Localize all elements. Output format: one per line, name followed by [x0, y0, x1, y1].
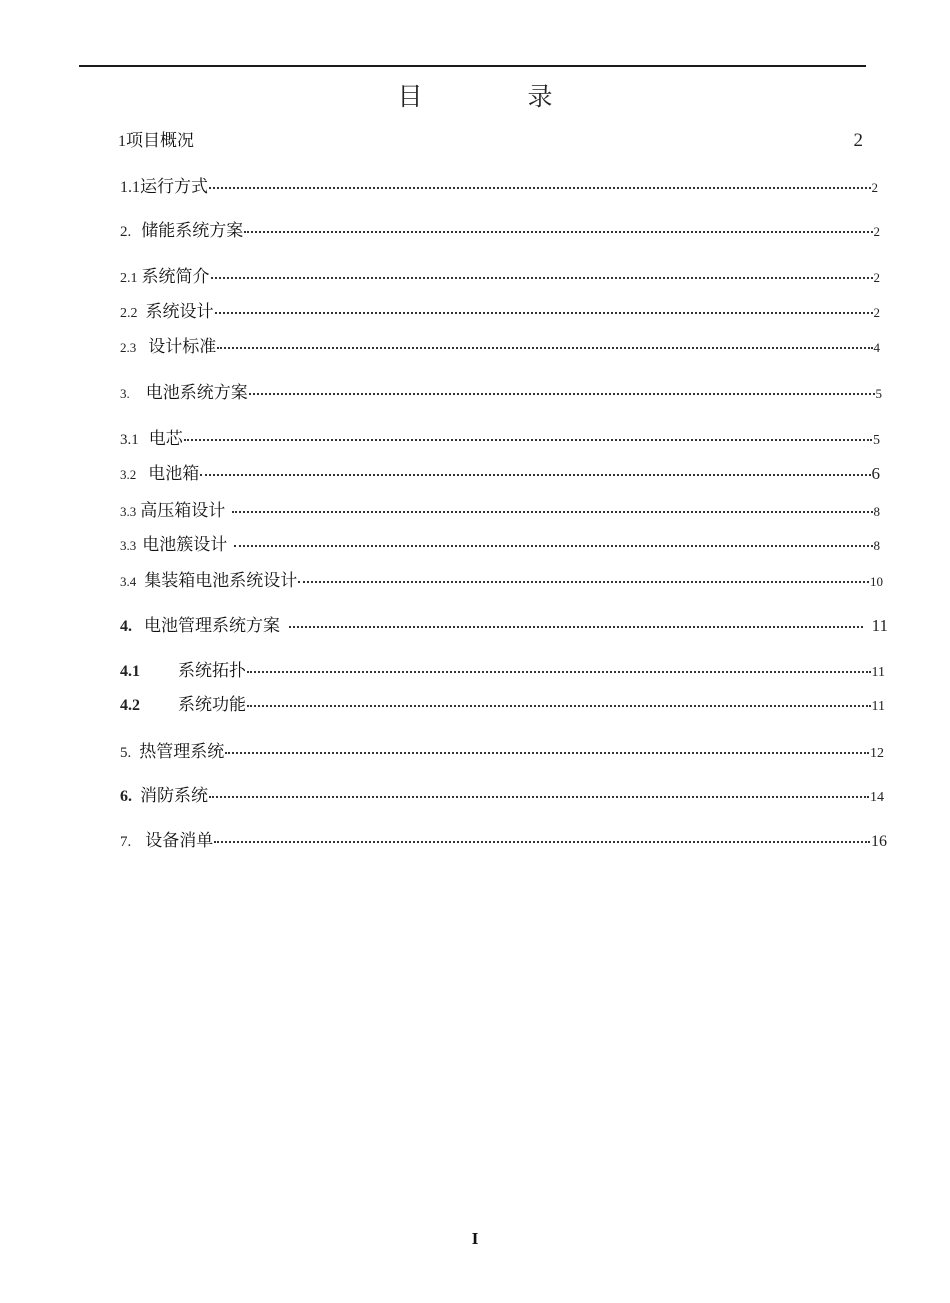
toc-leader: [247, 660, 871, 676]
toc-number: 1: [118, 133, 126, 150]
toc-page-number: 4: [873, 340, 880, 355]
toc-page-number: 16: [871, 833, 887, 850]
toc-leader: [244, 220, 872, 236]
toc-leader: [289, 615, 863, 631]
toc-heading: 项目概况: [126, 131, 194, 151]
toc-leader: [200, 463, 870, 479]
toc-page-number: 5: [873, 433, 880, 448]
toc-heading: 电池系统方案: [145, 383, 248, 403]
toc-heading: 热管理系统: [139, 742, 225, 762]
toc-page-number: 2: [853, 130, 863, 151]
toc-leader: [195, 130, 853, 146]
toc-number: 1.1: [120, 179, 140, 196]
toc-heading: 系统设计: [145, 302, 214, 322]
toc-entry[interactable]: [120, 826, 887, 851]
toc-leader: [211, 266, 873, 282]
toc-leader: [184, 428, 872, 444]
toc-number: 2.: [120, 224, 132, 240]
toc-number: 3.1: [120, 432, 139, 448]
toc-leader: [209, 176, 871, 192]
toc-entry[interactable]: [120, 378, 882, 403]
toc-leader: [215, 301, 873, 317]
toc-heading: 系统简介: [141, 267, 210, 287]
toc-page-number: 8: [873, 504, 880, 519]
toc-entry[interactable]: [120, 216, 880, 241]
toc-number: 5.: [120, 745, 132, 761]
toc-number: 2.3: [120, 340, 137, 355]
toc-heading: 系统拓扑: [178, 661, 246, 681]
toc-page-number: 6: [871, 464, 880, 483]
toc-leader: [209, 785, 869, 801]
toc-number: 7.: [120, 834, 132, 850]
toc-leader: [234, 534, 872, 550]
toc-leader: [249, 382, 875, 398]
toc-entry[interactable]: [120, 459, 880, 484]
toc-number: 3.3: [120, 538, 137, 553]
toc-page-number: 2: [871, 180, 878, 195]
toc-number: 3.: [120, 386, 130, 401]
toc-heading: 电池簇设计: [142, 535, 228, 555]
toc-number: 3.2: [120, 467, 137, 482]
toc-page-number: 10: [870, 574, 883, 589]
toc-number: 4.: [120, 618, 132, 635]
toc-heading: 集装箱电池系统设计: [144, 571, 298, 591]
toc-entry[interactable]: [120, 496, 880, 521]
toc-page-number: 12: [870, 746, 884, 761]
toc-number: 3.3: [120, 504, 137, 519]
toc-heading: 储能系统方案: [141, 221, 244, 241]
toc-heading: 高压箱设计: [140, 501, 226, 521]
toc-number: 2.2: [120, 306, 138, 321]
toc-heading: 运行方式: [140, 177, 208, 197]
toc-entry[interactable]: [120, 332, 880, 357]
toc-entry[interactable]: [120, 297, 880, 322]
toc-heading: 电池管理系统方案: [144, 616, 280, 636]
toc-entry[interactable]: [120, 172, 878, 197]
toc-number: 2.1: [120, 271, 138, 286]
toc-leader: [232, 500, 872, 516]
toc-heading: 消防系统: [140, 786, 208, 806]
toc-leader: [298, 570, 869, 586]
toc-leader: [247, 694, 871, 710]
toc-leader: [217, 336, 872, 352]
toc-entry[interactable]: [120, 566, 883, 591]
toc-heading: 电池箱: [148, 464, 200, 484]
toc-page-number: 11: [871, 699, 885, 714]
toc-entry[interactable]: [120, 424, 880, 449]
toc-heading: 设备消单: [145, 831, 214, 851]
toc-page-number: 5: [875, 386, 882, 401]
toc-title: 目 录: [397, 82, 593, 111]
toc-page-number: 2: [873, 270, 880, 285]
toc-number: 6.: [120, 788, 132, 805]
toc-page-number: 11: [871, 665, 885, 680]
toc-heading: 设计标准: [148, 337, 217, 357]
toc-entry[interactable]: [120, 530, 880, 555]
toc-page-number: 11: [871, 616, 888, 635]
toc-page-number: 2: [873, 224, 880, 239]
toc-heading: 电芯: [148, 429, 183, 449]
toc-entry[interactable]: [120, 690, 885, 715]
header-rule: [79, 65, 866, 67]
toc-page-number: 2: [873, 305, 880, 320]
toc-page-number: 8: [873, 538, 880, 553]
toc-heading: 系统功能: [178, 695, 246, 715]
toc-entry[interactable]: [120, 737, 884, 762]
toc-entry[interactable]: [120, 262, 880, 287]
toc-entry[interactable]: [120, 656, 885, 681]
toc-number: 4.1: [120, 663, 140, 680]
toc-number: 3.4: [120, 574, 137, 589]
toc-page-number: 14: [870, 790, 884, 805]
toc-entry[interactable]: [118, 126, 863, 152]
toc-entry[interactable]: [120, 611, 888, 636]
toc-leader: [225, 741, 869, 757]
toc-entry[interactable]: [120, 781, 884, 806]
toc-leader: [214, 830, 870, 846]
toc-number: 4.2: [120, 697, 140, 714]
footer-page-number: I: [471, 1229, 479, 1248]
